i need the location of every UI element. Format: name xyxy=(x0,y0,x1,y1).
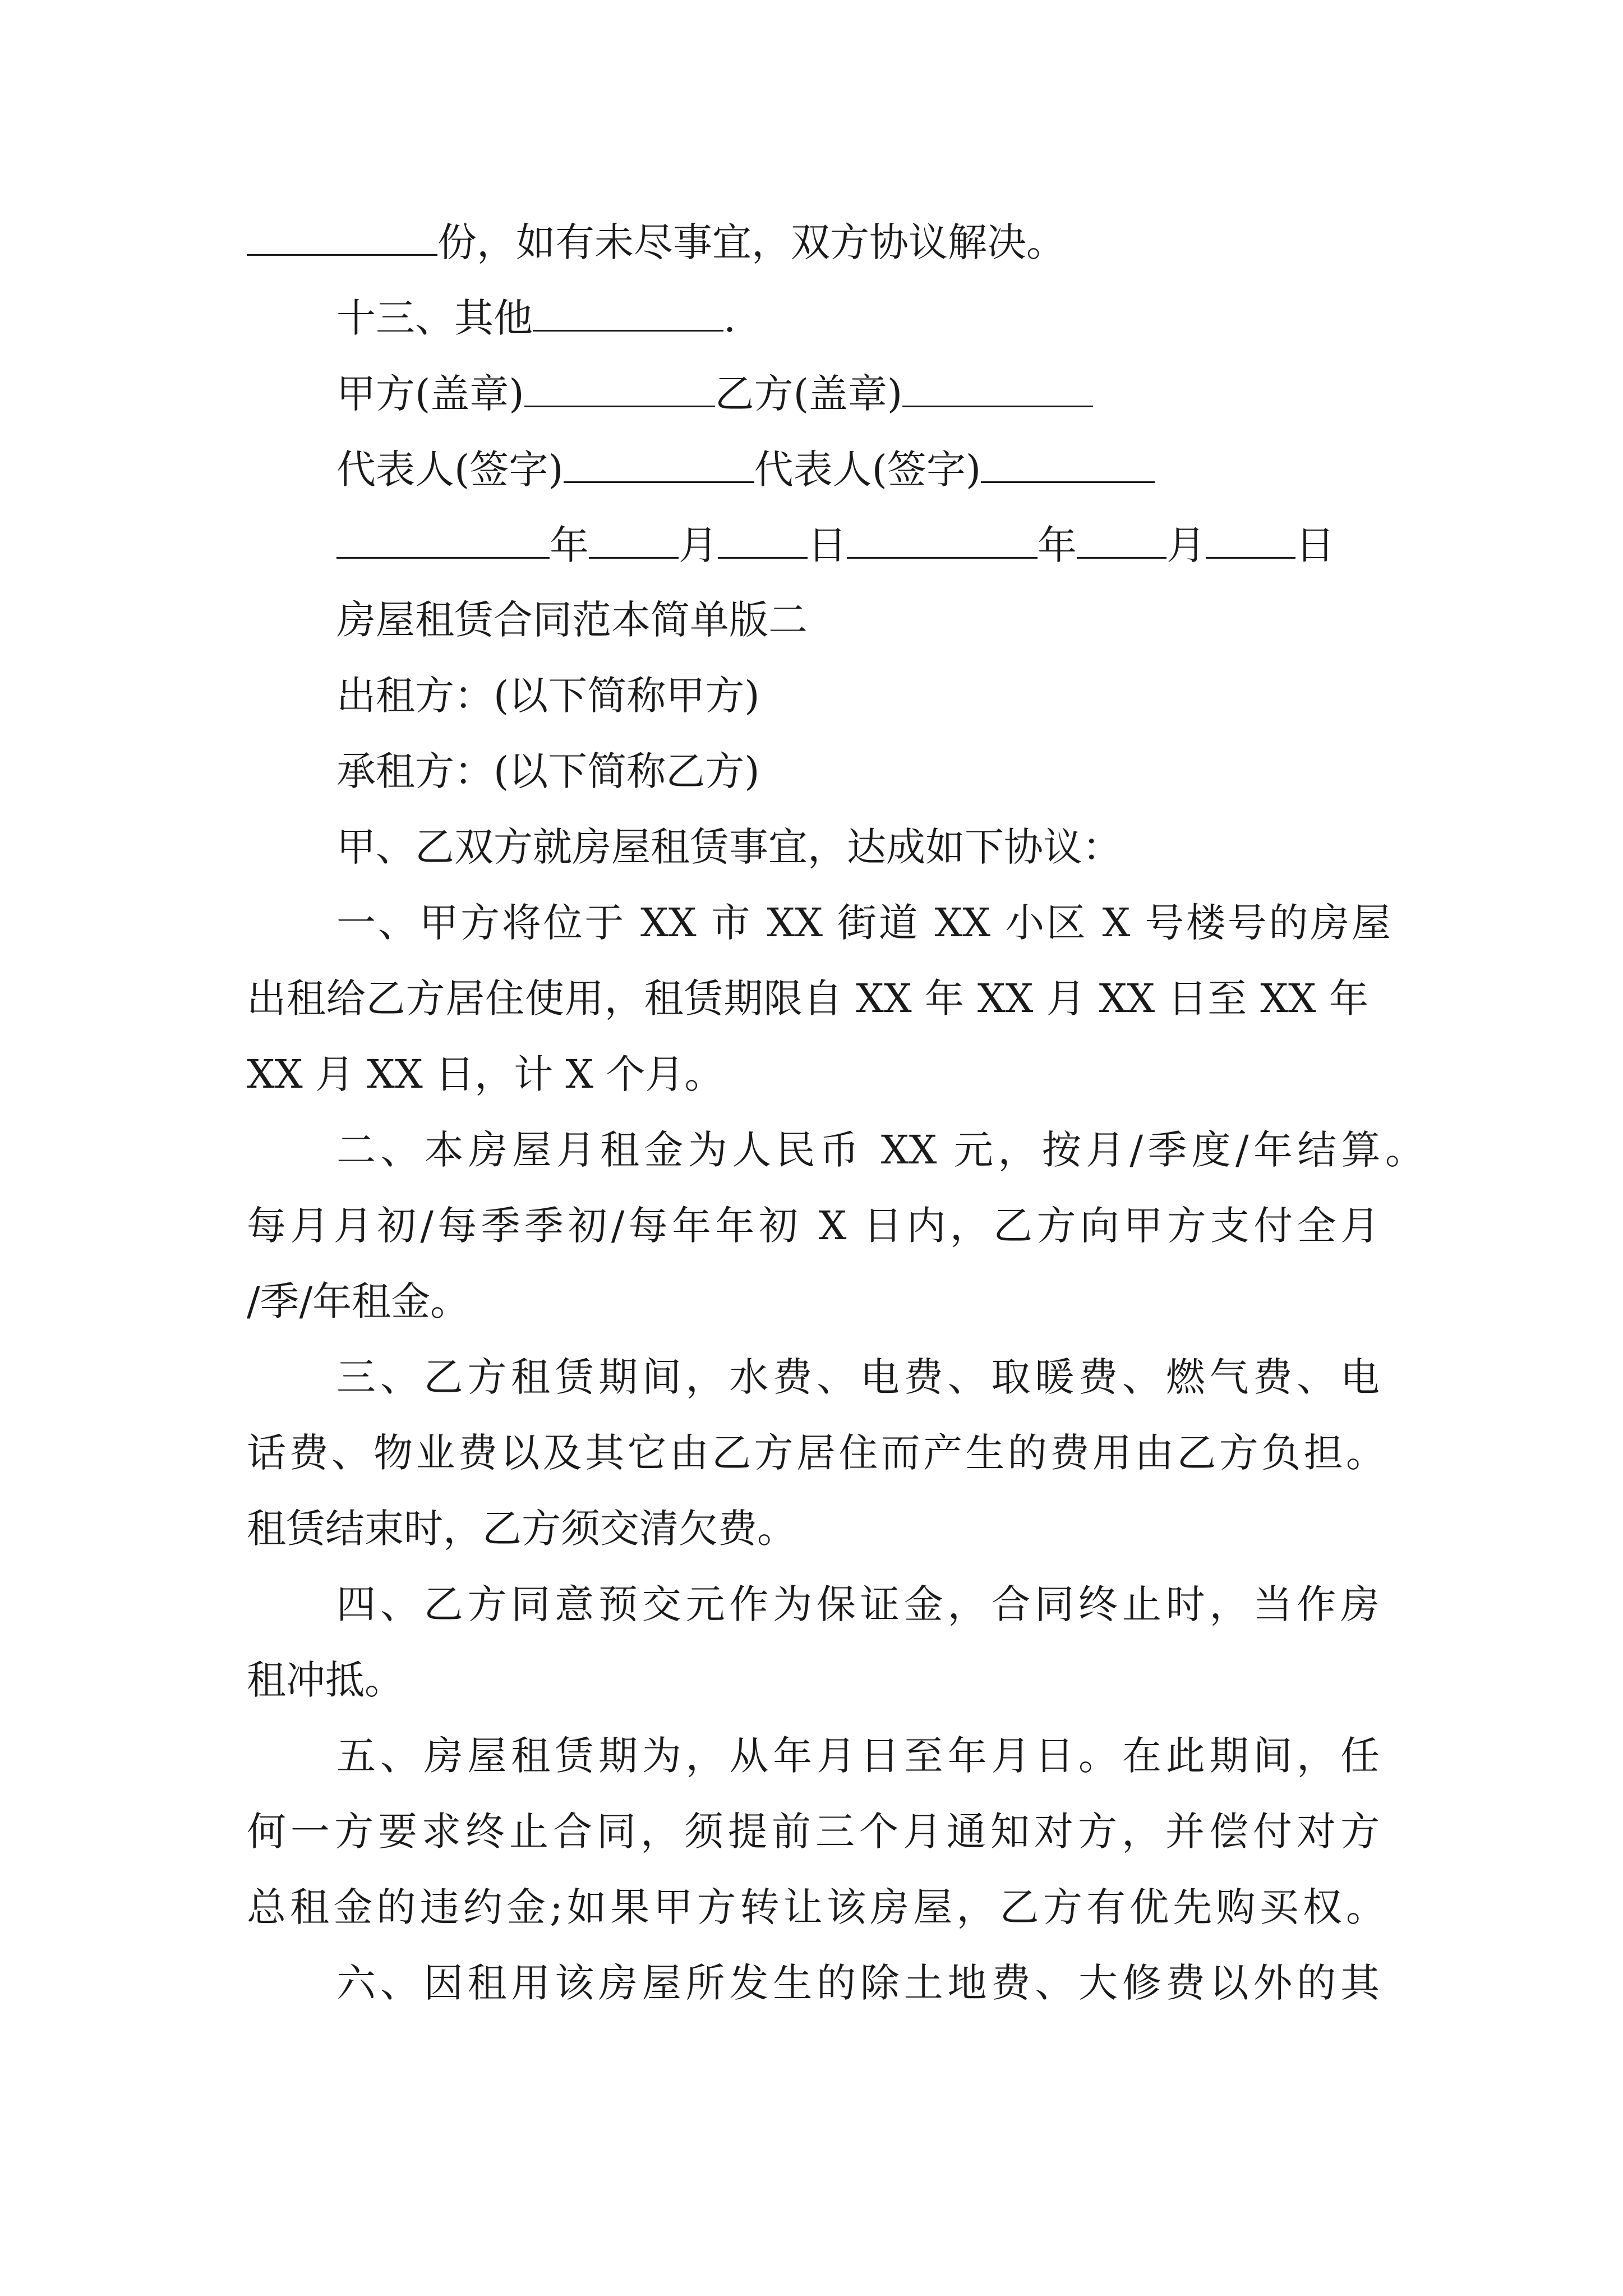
blank-field xyxy=(533,286,723,332)
clause-13-label: 十三、其他 xyxy=(336,295,533,341)
clause-13 xyxy=(336,286,736,348)
seal-line xyxy=(336,362,1093,424)
blank-field xyxy=(564,438,754,483)
representative-line xyxy=(336,438,1155,499)
lessee-line: 承租方：(以下简称乙方) xyxy=(336,748,760,794)
lessor-line: 出租方：(以下简称甲方) xyxy=(336,673,760,719)
blank-field xyxy=(1206,513,1295,559)
blank-field xyxy=(589,513,679,559)
clause-6-line-1: 六、因租用该房屋所发生的除土地费、大修费以外的其 xyxy=(336,1960,1380,2006)
party-a-seal-label: 甲方(盖章) xyxy=(336,371,524,417)
date-day-label: 日 xyxy=(1295,522,1335,568)
party-b-seal-label: 乙方(盖章) xyxy=(714,371,903,417)
blank-field xyxy=(718,513,808,559)
clause-4-line-2: 租冲抵。 xyxy=(247,1657,404,1703)
date-day-label: 日 xyxy=(808,522,847,568)
clause-3-line-2: 话费、物业费以及其它由乙方居住而产生的费用由乙方负担。 xyxy=(247,1430,1385,1476)
clause-2-line-1: 二、本房屋月租金为人民币 XX 元，按月/季度/年结算。 xyxy=(336,1127,1424,1173)
clause-2-line-2: 每月月初/每季季初/每年年初 X 日内，乙方向甲方支付全月 xyxy=(247,1203,1380,1249)
blank-field xyxy=(1077,513,1166,559)
blank-field xyxy=(981,438,1155,483)
date-line xyxy=(336,513,1335,575)
section-title: 房屋租赁合同范本简单版二 xyxy=(336,597,808,643)
rep-b-label: 代表人(签字) xyxy=(754,447,981,493)
blank-field xyxy=(847,513,1038,559)
clause-3-line-1: 三、乙方租赁期间，水费、电费、取暖费、燃气费、电 xyxy=(336,1354,1380,1400)
clause-1-line-2: 出租给乙方居住使用，租赁期限自 XX 年 XX 月 XX 日至 XX 年 xyxy=(247,976,1368,1022)
date-year-label: 年 xyxy=(1038,522,1077,568)
line-text: 份，如有未尽事宜，双方协议解决。 xyxy=(437,219,1066,265)
clause-5-line-3: 总租金的违约金;如果甲方转让该房屋，乙方有优先购买权。 xyxy=(247,1884,1385,1930)
clause-5-line-2: 何一方要求终止合同，须提前三个月通知对方，并偿付对方 xyxy=(247,1809,1380,1855)
date-month-label: 月 xyxy=(1166,522,1206,568)
clause-1-line-1: 一、甲方将位于 XX 市 XX 街道 XX 小区 X 号楼号的房屋 xyxy=(336,900,1391,946)
clause-4-line-1: 四、乙方同意预交元作为保证金，合同终止时，当作房 xyxy=(336,1581,1380,1627)
intro-line: 甲、乙双方就房屋租赁事宜，达成如下协议： xyxy=(336,824,1122,870)
rep-a-label: 代表人(签字) xyxy=(336,447,564,493)
date-month-label: 月 xyxy=(679,522,718,568)
clause-2-line-3: /季/年租金。 xyxy=(247,1278,470,1324)
blank-field xyxy=(247,210,437,256)
blank-field xyxy=(336,513,550,559)
clause-1-line-3: XX 月 XX 日，计 X 个月。 xyxy=(247,1051,724,1097)
line-negotiation xyxy=(247,210,1066,272)
blank-field xyxy=(902,362,1093,407)
clause-5-line-1: 五、房屋租赁期为，从年月日至年月日。在此期间，任 xyxy=(336,1733,1380,1779)
clause-3-line-3: 租赁结束时，乙方须交清欠费。 xyxy=(247,1506,796,1552)
date-year-label: 年 xyxy=(550,522,589,568)
clause-13-end: . xyxy=(723,295,736,341)
blank-field xyxy=(524,362,715,407)
